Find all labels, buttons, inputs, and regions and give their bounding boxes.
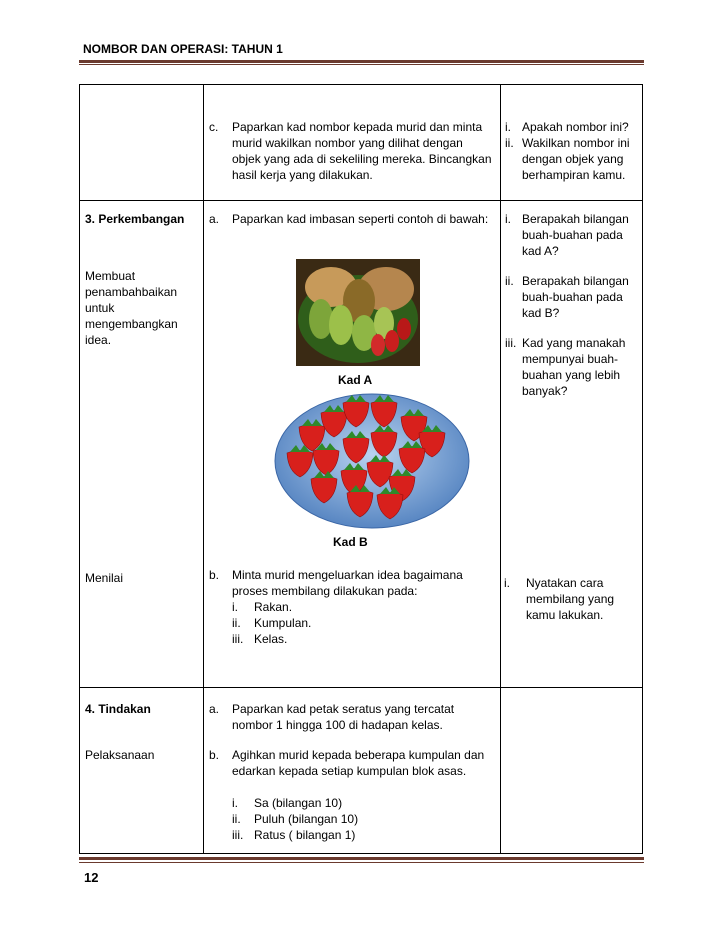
question-item: i. Berapakah bilangan buah-buahan pada kad A? — [505, 212, 629, 258]
activity-b: b. Agihkan murid kepada beberapa kumpulan dan edarkan kepada setiap kumpulan blok asas. — [209, 748, 485, 778]
activity-c: c. Paparkan kad nombor kepada murid dan minta murid wakilkan nombor yang dilihat dengan objek yang ada di sekeliling mereka. Bincangkan hasil kerja yang dilakukan. — [209, 120, 492, 182]
page-number: 12 — [84, 870, 99, 885]
activity-b-item: i. Sa (bilangan 10) — [232, 796, 343, 810]
assess-question: i. Nyatakan cara membilang yang kamu lakukan. — [504, 576, 615, 622]
card-a-fruit-image — [296, 259, 420, 366]
activity-a: a. Paparkan kad petak seratus yang tercatat nombor 1 hingga 100 di hadapan kelas. — [209, 702, 455, 732]
question-item: i. Apakah nombor ini? — [505, 120, 629, 134]
card-b-strawberry-image — [272, 391, 472, 531]
header-rule-thin — [79, 64, 644, 65]
lesson-table — [79, 84, 643, 854]
question-item: iii. Kad yang manakah mempunyai buah-buahan yang lebih banyak? — [505, 336, 626, 398]
assess-label: Menilai — [85, 571, 124, 585]
stage-3-title: 3. Perkembangan — [85, 212, 185, 226]
activity-a: a. Paparkan kad imbasan seperti contoh di bawah: — [209, 212, 489, 226]
header-rule — [79, 60, 644, 63]
card-b-label: Kad B — [333, 535, 368, 549]
stage-4-subtitle: Pelaksanaan — [85, 748, 155, 762]
stage-4-title: 4. Tindakan — [85, 702, 151, 716]
stage-3-subtitle: Membuat penambahbaikan untuk mengembangkan idea. — [85, 269, 178, 347]
page-title: NOMBOR DAN OPERASI: TAHUN 1 — [83, 42, 283, 56]
question-item: ii. Wakilkan nombor ini dengan objek yang berhampiran kamu. — [505, 136, 630, 182]
card-a-label: Kad A — [338, 373, 373, 387]
footer-rule — [79, 857, 644, 860]
activity-b-item: i. Rakan. — [232, 600, 293, 614]
question-item: ii. Berapakah bilangan buah-buahan pada kad B? — [505, 274, 629, 320]
activity-b-item: iii. Ratus ( bilangan 1) — [232, 828, 356, 842]
activity-b-item: iii. Kelas. — [232, 632, 288, 646]
activity-b: b. Minta murid mengeluarkan idea bagaimana proses membilang dilakukan pada: — [209, 568, 463, 598]
activity-b-item: ii. Puluh (bilangan 10) — [232, 812, 359, 826]
activity-b-item: ii. Kumpulan. — [232, 616, 312, 630]
footer-rule-thin — [79, 862, 644, 863]
